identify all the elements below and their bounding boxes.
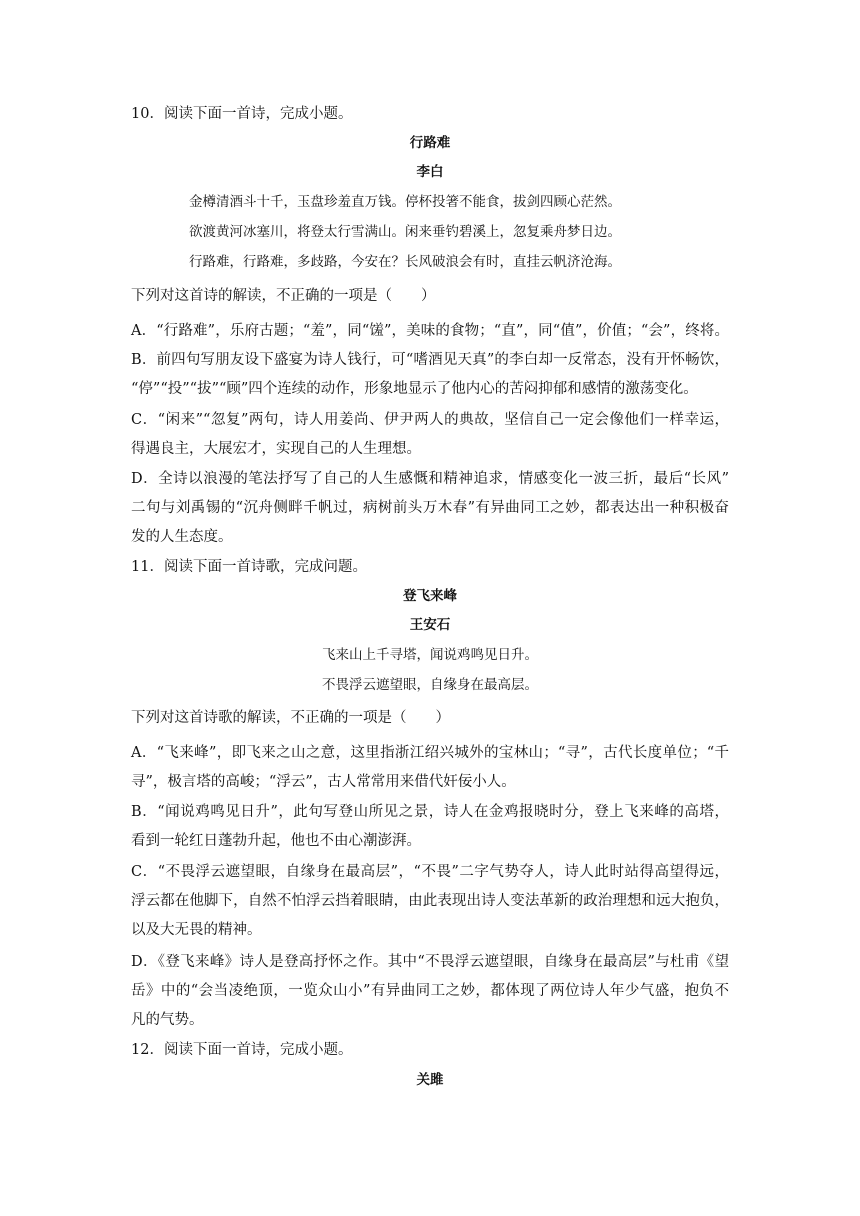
q11-option-d-cont: 凡的气势。 [131,1012,204,1028]
q11-question: 下列对这首诗歌的解读，不正确的一项是（ ） [131,710,450,726]
q10-option-d-cont: 二句与刘禹锡的“沉舟侧畔千帆过，病树前头万木春”有异曲同工之妙，都表达出一种积极奋 [131,500,729,516]
q11-option-c-cont: 浮云都在他脚下，自然不怕浮云挡着眼睛，由此表现出诗人变法革新的政治理想和远大抱负， [131,893,729,909]
q10-poem-line: 欲渡黄河冰塞川，将登太行雪满山。闲来垂钓碧溪上，忽复乘舟梦日边。 [189,224,621,240]
q11-option-b-cont: 看到一轮红日蓬勃升起，他也不由心潮澎湃。 [131,833,421,849]
q11-stem: 11．阅读下面一首诗歌，完成问题。 [131,559,367,575]
q10-poem-author: 李白 [416,164,444,180]
q11-poem-author: 王安石 [409,617,451,633]
q10-option-c: C．“闲来”“忽复”两句，诗人用姜尚、伊尹两人的典故，坚信自己一定会像他们一样幸运， [131,412,729,428]
q11-poem-line: 飞来山上千寻塔，闻说鸡鸣见日升。 [322,647,538,663]
q11-poem-title: 登飞来峰 [403,588,457,604]
q11-option-d: D．《登飞来峰》诗人是登高抒怀之作。其中“不畏浮云遮望眼，自缘身在最高层”与杜甫《望 [131,954,729,970]
q10-poem-line: 金樽清酒斗十千，玉盘珍羞直万钱。停杯投箸不能食，拔剑四顾心茫然。 [189,194,621,210]
q10-question: 下列对这首诗的解读，不正确的一项是（ ） [131,288,436,304]
q12-stem: 12．阅读下面一首诗，完成小题。 [131,1042,353,1058]
q10-option-b: B．前四句写朋友设下盛宴为诗人钱行，可“嗜酒见天真”的李白却一反常态，没有开怀畅饮， [131,352,729,368]
q11-option-b: B．“闻说鸡鸣见日升”，此句写登山所见之景，诗人在金鸡报晓时分，登上飞来峰的高塔， [131,804,729,820]
q11-option-c-cont: 以及大无畏的精神。 [131,922,262,938]
q10-option-c-cont: 得遇良主，大展宏才，实现自己的人生理想。 [131,441,421,457]
q10-option-d-cont: 发的人生态度。 [131,529,233,545]
q11-poem-line: 不畏浮云遮望眼，自缘身在最高层。 [322,677,538,693]
q10-option-b-cont: “停”“投”“拔”“顾”四个连续的动作，形象地显示了他内心的苦闷抑郁和感情的激荡变化。 [131,381,698,397]
q10-poem-line: 行路难，行路难，多歧路，今安在？长风破浪会有时，直挂云帆济沧海。 [189,254,621,270]
q10-stem: 10．阅读下面一首诗，完成小题。 [131,106,353,122]
q11-option-a-cont: 寻”，极言塔的高峻；“浮云”，古人常常用来借代奸佞小人。 [131,774,516,790]
q11-option-a: A．“飞来峰”，即飞来之山之意，这里指浙江绍兴城外的宝林山；“寻”，古代长度单位；“千 [131,745,729,761]
q12-poem-title: 关雎 [416,1072,444,1088]
q10-option-d: D．全诗以浪漫的笔法抒写了自己的人生感慨和精神追求，情感变化一波三折，最后“长风” [131,471,729,487]
q10-option-a: A．“行路难”，乐府古题；“羞”，同“馐”，美味的食物；“直”，同“值”，价值；“会”，终将。 [131,323,729,339]
q11-option-d-cont: 岳》中的“会当凌绝顶，一览众山小”有异曲同工之妙，都体现了两位诗人年少气盛，抱负不 [131,983,729,999]
q10-poem-title: 行路难 [409,135,451,151]
q11-option-c: C．“不畏浮云遮望眼，自缘身在最高层”，“不畏”二字气势夺人，诗人此时站得高望得远， [131,864,729,880]
